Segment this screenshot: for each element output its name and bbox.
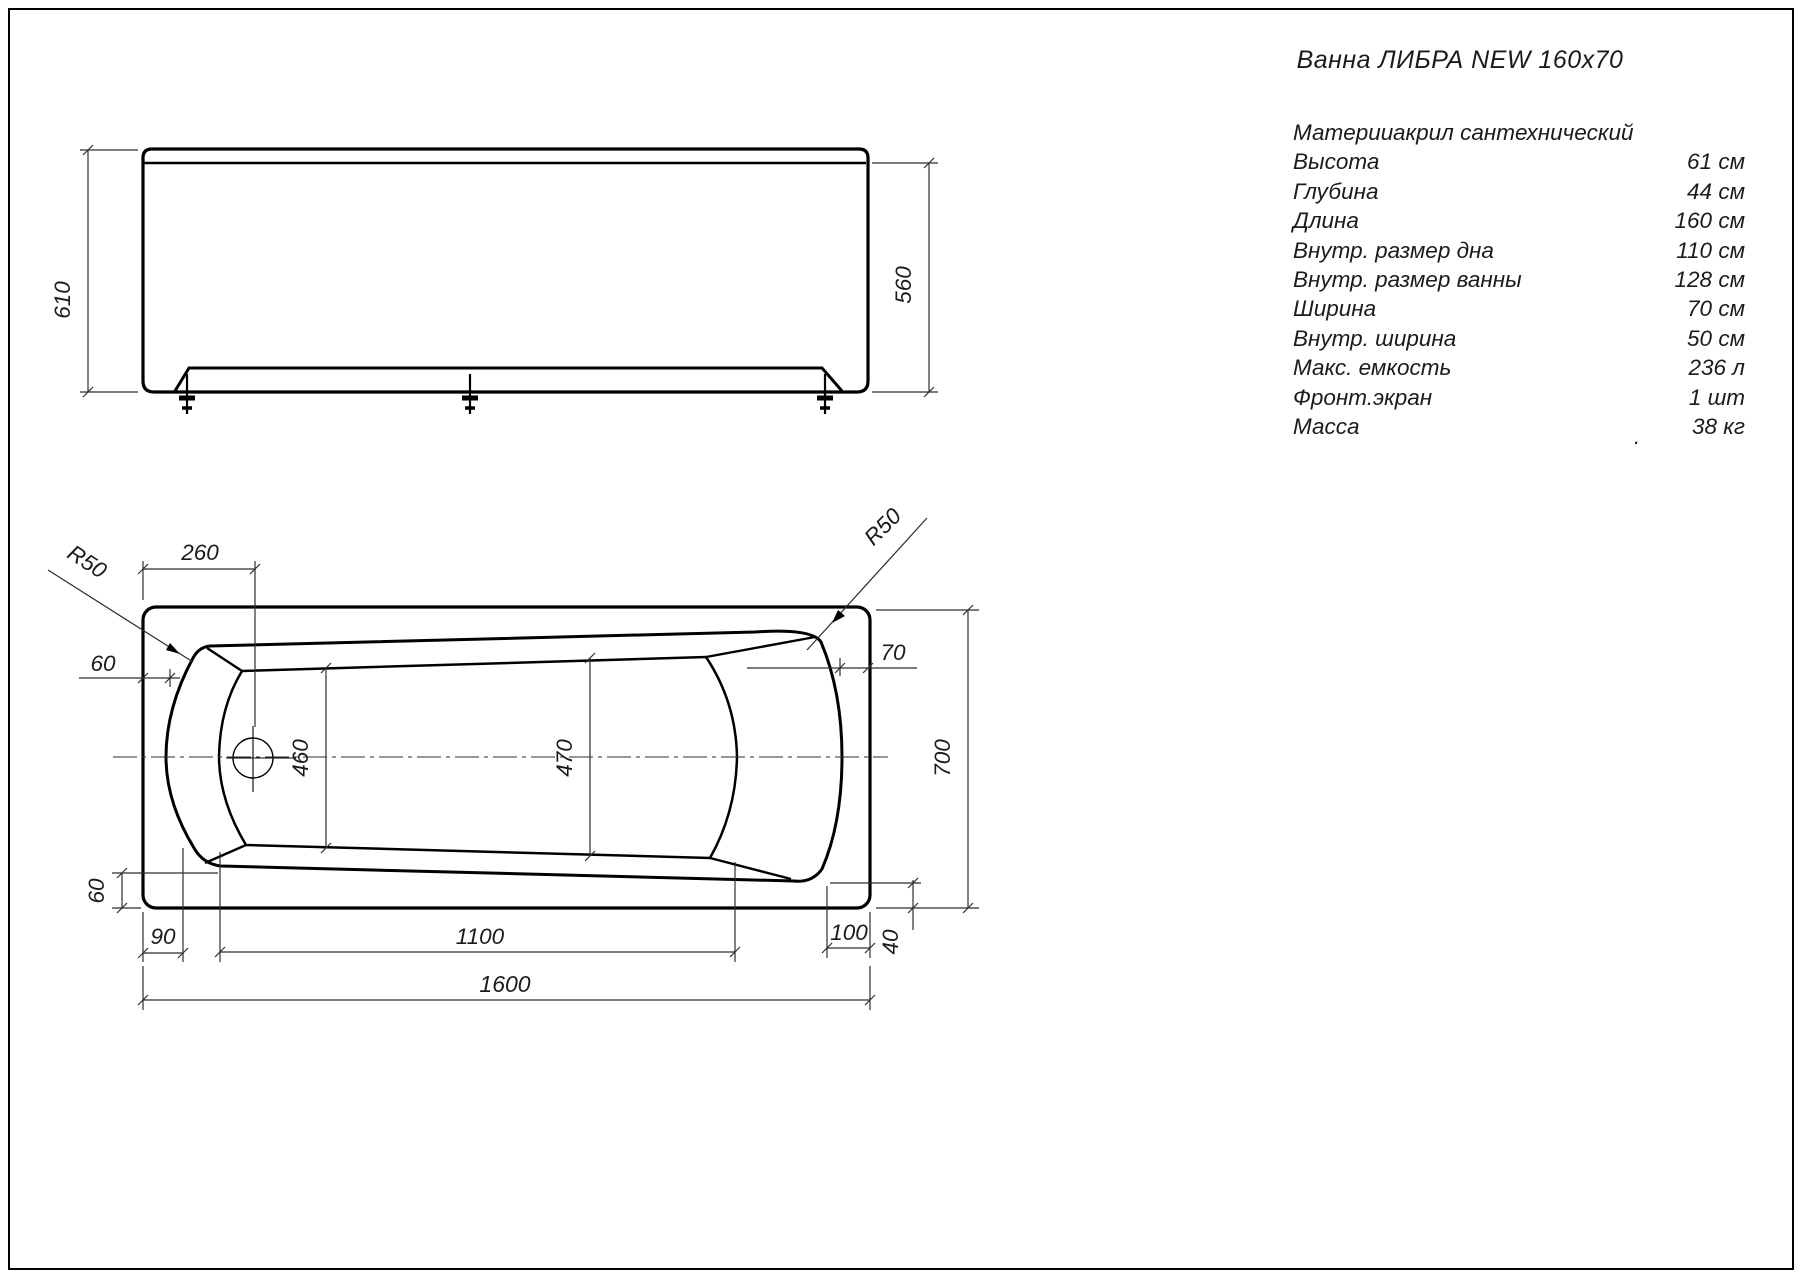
spec-value: 236 л	[1688, 355, 1745, 381]
side-view	[143, 149, 868, 414]
dim-floor-len: 1100	[455, 924, 505, 949]
spec-value: 70 см	[1687, 296, 1745, 322]
drawing-title: Ванна ЛИБРА NEW 160x70	[1296, 46, 1624, 74]
spec-value: 1 шт	[1688, 384, 1745, 410]
spec-value: 110 см	[1676, 237, 1745, 263]
spec-value: 160 см	[1674, 208, 1745, 234]
dim-plan-left-gap: 60	[90, 651, 116, 676]
spec-label: Внутр. размер ванны	[1293, 266, 1522, 292]
spec-label: Глубина	[1293, 178, 1379, 204]
spec-value: 38 кг	[1692, 413, 1745, 439]
spec-label: Длина	[1293, 208, 1359, 234]
front-screen-panel	[175, 368, 842, 391]
dim-plan-top-offset: 260	[181, 540, 219, 565]
dim-plan-100: 100	[830, 920, 868, 945]
plan-view	[113, 607, 888, 908]
side-view-dimensions	[80, 145, 938, 397]
drain	[226, 726, 296, 792]
arrowhead-right	[832, 610, 845, 623]
stray-dot: .	[1634, 424, 1641, 449]
spec-label: Высота	[1293, 149, 1380, 175]
spec-label: Масса	[1293, 413, 1360, 439]
dim-plan-right-gap: 70	[880, 640, 906, 665]
dim-plan-len: 1600	[479, 971, 531, 997]
dim-plan-90: 90	[150, 924, 176, 949]
dim-floor-head: 460	[288, 739, 313, 777]
spec-value: 44 см	[1687, 178, 1745, 204]
spec-material-label: Материи	[1293, 120, 1394, 145]
bowl-rim-outline	[166, 631, 842, 881]
spec-label: Внутр. размер дна	[1293, 237, 1494, 263]
spec-label: Внутр. ширина	[1293, 325, 1457, 351]
spec-value: 61 см	[1687, 149, 1745, 175]
dim-plan-40: 40	[878, 929, 903, 955]
spec-label: Ширина	[1293, 296, 1377, 322]
arrowhead-left	[166, 643, 180, 654]
dim-radius-left: R50	[62, 539, 112, 584]
dim-side-height: 610	[50, 281, 75, 319]
side-outer-outline	[143, 149, 868, 392]
dim-side-screen: 560	[891, 266, 916, 304]
spec-material-value: акрил сантехнический	[1393, 120, 1634, 145]
spec-label: Макс. емкость	[1293, 355, 1452, 381]
dim-radius-right: R50	[859, 503, 907, 551]
dim-plan-width: 700	[930, 739, 955, 777]
dim-floor-foot: 470	[552, 739, 577, 777]
spec-label: Фронт.экран	[1293, 384, 1433, 410]
spec-value: 128 см	[1674, 266, 1745, 292]
spec-value: 50 см	[1687, 325, 1745, 351]
foot-middle	[462, 374, 478, 414]
dim-plan-bottom-gap: 60	[84, 878, 109, 904]
